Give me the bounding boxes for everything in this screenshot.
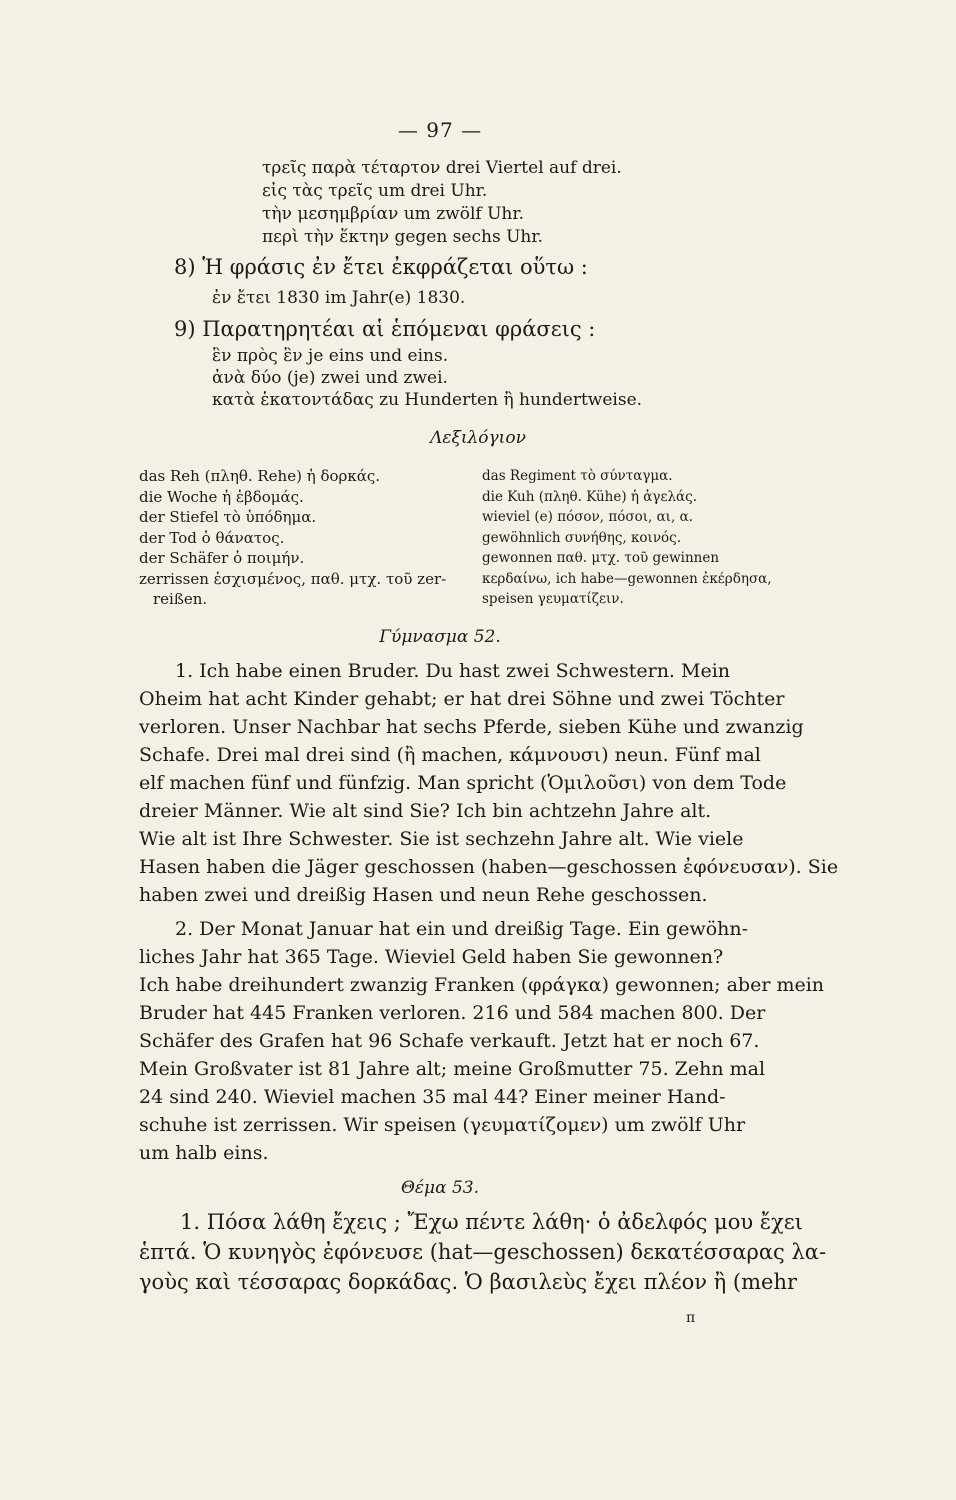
lexicon-entry: das Regiment τὸ σύνταγμα. bbox=[482, 468, 673, 484]
theme-line: γοὺς καὶ τέσσαρας δορκάδας. Ὁ βασιλεὺς ἔχει πλέον ἢ (mehr bbox=[139, 1270, 798, 1294]
lexicon-entry: wieviel (e) πόσον, πόσοι, αι, α. bbox=[482, 509, 693, 525]
exercise-line: haben zwei und dreißig Hasen und neun Rehe geschossen. bbox=[139, 884, 708, 906]
exercise-line: Schafe. Drei mal drei sind (ἢ machen, κάμνουσι) neun. Fünf mal bbox=[139, 744, 761, 766]
lexicon-entry: der Tod ὁ θάνατος. bbox=[139, 528, 285, 547]
lexicon-entry: der Schäfer ὁ ποιμήν. bbox=[139, 549, 305, 567]
lexicon-entry: speisen γευματίζειν. bbox=[482, 591, 624, 607]
lexicon-left-column bbox=[139, 466, 469, 610]
section-8-example: ἐν ἔτει 1830 im Jahr(e) 1830. bbox=[212, 288, 466, 308]
section-9-line: ἀνὰ δύο (je) zwei und zwei. bbox=[212, 368, 448, 388]
exercise-title: Γύμνασμα 52. bbox=[379, 627, 501, 647]
lexicon-entry: die Kuh (πληθ. Kühe) ἡ ἀγελάς. bbox=[482, 488, 698, 505]
lexicon-entry: reißen. bbox=[153, 590, 208, 608]
theme-line: 1. Πόσα λάθη ἔχεις ; Ἔχω πέντε λάθη· ὁ ἀδελφός μου ἔχει bbox=[180, 1210, 803, 1234]
section-9-heading: 9) Παρατηρητέαι αἱ ἑπόμεναι φράσεις : bbox=[174, 317, 596, 341]
page-number: — 97 — bbox=[397, 118, 483, 142]
exercise-line: Wie alt ist Ihre Schwester. Sie ist sechzehn Jahre alt. Wie viele bbox=[139, 828, 744, 850]
phrase-line: περὶ τὴν ἕκτην gegen sechs Uhr. bbox=[262, 227, 544, 247]
exercise-line: 2. Der Monat Januar hat ein und dreißig Tage. Ein gewöhn- bbox=[175, 918, 749, 940]
lexicon-entry: gewöhnlich συνήθης, κοινός. bbox=[482, 529, 682, 546]
phrase-line: τρεῖς παρὰ τέταρτον drei Viertel auf drei. bbox=[262, 158, 622, 178]
exercise-line: Schäfer des Grafen hat 96 Schafe verkauft. Jetzt hat er noch 67. bbox=[139, 1030, 760, 1052]
exercise-line: elf machen fünf und fünfzig. Man spricht (Ὁμιλοῦσι) von dem Tode bbox=[139, 772, 787, 794]
lexicon-entry: das Reh (πληθ. Rehe) ἡ δορκάς. bbox=[139, 467, 381, 485]
exercise-line: Ich habe dreihundert zwanzig Franken (φράγκα) gewonnen; aber mein bbox=[139, 974, 825, 996]
exercise-line: dreier Männer. Wie alt sind Sie? Ich bin achtzehn Jahre alt. bbox=[139, 800, 712, 822]
exercise-line: Bruder hat 445 Franken verloren. 216 und 584 machen 800. Der bbox=[139, 1002, 766, 1024]
exercise-line: liches Jahr hat 365 Tage. Wieviel Geld haben Sie gewonnen? bbox=[139, 946, 724, 968]
phrase-line: εἰς τὰς τρεῖς um drei Uhr. bbox=[262, 181, 488, 201]
section-8-heading: 8) Ἡ φράσις ἐν ἔτει ἐκφράζεται οὕτω : bbox=[174, 255, 588, 279]
phrase-line: τὴν μεσημβρίαν um zwölf Uhr. bbox=[262, 204, 525, 224]
lexicon-entry: die Woche ἡ ἑβδομάς. bbox=[139, 487, 304, 506]
exercise-line: Oheim hat acht Kinder gehabt; er hat drei Söhne und zwei Töchter bbox=[139, 688, 785, 710]
exercise-line: 24 sind 240. Wieviel machen 35 mal 44? Einer meiner Hand- bbox=[139, 1086, 726, 1108]
theme-line: ἑπτά. Ὁ κυνηγὸς ἐφόνευσε (hat—geschossen) δεκατέσσαρας λα- bbox=[139, 1240, 827, 1264]
lexicon-title: Λεξιλόγιον bbox=[430, 428, 526, 448]
lexicon-entry: der Stiefel τὸ ὑπόδημα. bbox=[139, 508, 317, 526]
section-9-line: ἓν πρὸς ἓν je eins und eins. bbox=[212, 346, 449, 366]
lexicon-entry: zerrissen ἐσχισμένος, παθ. μτχ. τοῦ zer- bbox=[139, 569, 447, 588]
exercise-line: Hasen haben die Jäger geschossen (haben—geschossen ἐφόνευσαν). Sie bbox=[139, 856, 839, 878]
exercise-line: schuhe ist zerrissen. Wir speisen (γευματίζομεν) um zwölf Uhr bbox=[139, 1114, 746, 1136]
exercise-line: 1. Ich habe einen Bruder. Du hast zwei Schwestern. Mein bbox=[175, 660, 731, 682]
exercise-line: um halb eins. bbox=[139, 1142, 269, 1164]
lexicon-right-column bbox=[482, 466, 812, 610]
footer-mark: π bbox=[686, 1310, 696, 1326]
lexicon-entry: gewonnen παθ. μτχ. τοῦ gewinnen κερδαίνω, ich habe—gewonnen ἐκέρδησα, bbox=[482, 550, 772, 587]
exercise-line: verloren. Unser Nachbar hat sechs Pferde, sieben Kühe und zwanzig bbox=[139, 716, 804, 738]
theme-title: Θέμα 53. bbox=[400, 1178, 480, 1198]
exercise-line: Mein Großvater ist 81 Jahre alt; meine Großmutter 75. Zehn mal bbox=[139, 1058, 766, 1080]
section-9-line: κατὰ ἑκατοντάδας zu Hunderten ἢ hundertweise. bbox=[212, 390, 643, 410]
